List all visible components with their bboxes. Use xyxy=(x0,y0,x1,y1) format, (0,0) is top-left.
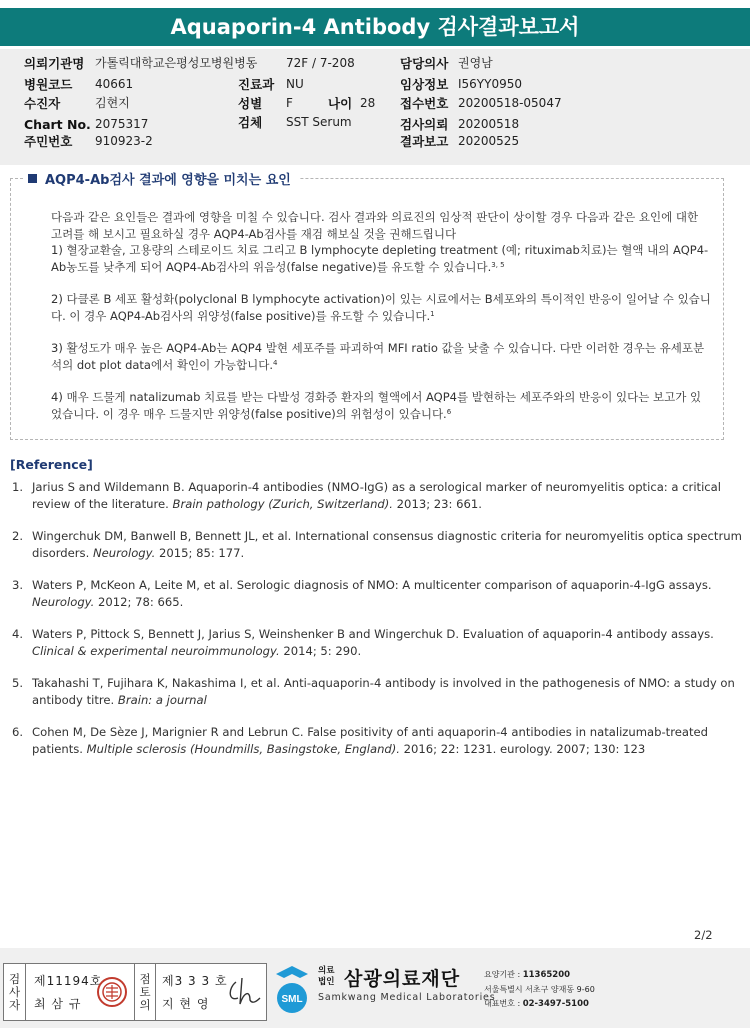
reviewer-license: 제3 3 3 호 xyxy=(162,974,228,988)
signature-box xyxy=(3,963,267,1021)
reference-item: 3. Waters P, McKeon A, Leite M, et al. Serologic diagnosis of NMO: A multicenter comparison of aquaporin-4-IgG assays. Neurology. 2012; 78: 665. xyxy=(12,578,712,609)
reviewer-name: 지 현 영 xyxy=(162,997,210,1011)
report-date-label: 결과보고 xyxy=(400,134,449,149)
factor-item-4: 4) 매우 드물게 natalizumab 치료를 받는 다발성 경화증 환자의 혈액에서 AQP4를 발현하는 세포주와의 반응이 있다는 보고가 있었습니다. 이 경우 매우 드물지만 위양성(false positive)의 위험성이 있습니다.$^6$ xyxy=(51,390,702,421)
factors-title: AQP4-Ab검사 결과에 영향을 미치는 요인 xyxy=(24,172,299,190)
org-code: 요양기관 : 11365200 xyxy=(484,970,571,980)
patient-info xyxy=(0,49,750,165)
factor-item-1: 1) 혈장교환술, 고용량의 스테로이드 치료 그리고 B lymphocyte depleting treatment (예; rituximab치료)는 혈액 내의 AQP4-Ab농도를 낮추게 되어 AQP4-Ab검사의 위음성(false negative)를 유도할 수 있습니다.$^{3, 5}$ xyxy=(51,243,709,274)
department-value: NU xyxy=(286,77,304,91)
examiner-license: 제11194호 xyxy=(34,974,103,988)
specimen-value: SST Serum xyxy=(286,115,352,129)
reviewer-label: 점토의 xyxy=(134,964,156,1020)
org-name: 삼광의료재단 xyxy=(344,968,461,990)
institution-value: 가톨릭대학교은평성모병원병동 xyxy=(95,56,258,70)
department-label: 진료과 xyxy=(238,77,275,92)
ward-value: 72F / 7-208 xyxy=(286,56,355,70)
reference-list xyxy=(12,479,747,773)
specimen-label: 검체 xyxy=(238,115,263,130)
examiner-name: 최 삼 규 xyxy=(34,997,82,1011)
factor-item-3: 3) 활성도가 매우 높은 AQP4-Ab는 AQP4 발현 세포주를 파괴하여 MFI ratio 값을 낮출 수 있습니다. 다만 이러한 경우는 유세포분석의 dot plot data에서 확인이 가능합니다.$^4$ xyxy=(51,341,705,372)
factors-intro: 다음과 같은 요인들은 결과에 영향을 미칠 수 있습니다. 검사 결과와 의료진의 임상적 판단이 상이할 경우 다음과 같은 요인에 대한 고려를 해 보시고 필요하실 경우 AQP4-Ab검사를 재검 해보실 것을 권해드립니다 xyxy=(51,210,699,241)
hospital-code-value: 40661 xyxy=(95,77,134,91)
request-date-label: 검사의뢰 xyxy=(400,117,449,132)
square-bullet-icon xyxy=(28,174,37,183)
org-address: 서울특별시 서초구 양재동 9-60 xyxy=(484,985,595,994)
seal-stamp-icon xyxy=(96,976,128,1008)
reference-item: 6. Cohen M, De Sèze J, Marignier R and Lebrun C. False positivity of anti aquaporin-4 antibodies in natalizumab-treated patients. Multiple sclerosis (Houndmills, Basingstoke, England). 2016; 22: 1231. eurology. 2007; 130: 123 xyxy=(12,725,708,756)
factor-item-2: 2) 다클론 B 세포 활성화(polyclonal B lymphocyte activation)이 있는 시료에서는 B세포와의 특이적인 반응이 일어날 수 있습니다. 이 경우 AQP4-Ab검사의 위양성(false positive)를 유도할 수 있습니다.$^1$ xyxy=(51,292,711,323)
report-date-value: 20200525 xyxy=(458,134,520,148)
receipt-label: 접수번호 xyxy=(400,96,449,111)
factors-box xyxy=(10,178,724,440)
receipt-value: 20200518-05047 xyxy=(458,96,562,110)
reference-item: 2. Wingerchuk DM, Banwell B, Bennett JL, et al. International consensus diagnostic criteria for neuromyelitis optica spectrum disorders. Neurology. 2015; 85: 177. xyxy=(12,529,742,560)
signature-icon xyxy=(226,974,264,1010)
hospital-code-label: 병원코드 xyxy=(24,77,73,92)
examiner-label: 검사자 xyxy=(4,964,26,1020)
doctor-label: 담당의사 xyxy=(400,56,449,71)
age-label: 나이 xyxy=(328,96,353,111)
doctor-value: 권영남 xyxy=(458,56,493,70)
patient-label: 수진자 xyxy=(24,96,61,111)
chart-label: Chart No. xyxy=(24,117,91,132)
clinical-info-value: I56YY0950 xyxy=(458,77,523,91)
sex-value: F xyxy=(286,96,293,110)
sex-label: 성별 xyxy=(238,96,263,111)
chart-value: 2075317 xyxy=(95,117,149,131)
org-phone: 대표번호 : 02-3497-5100 xyxy=(484,999,589,1009)
reference-item: 4. Waters P, Pittock S, Bennett J, Jarius S, Weinshenker B and Wingerchuk D. Evaluation of aquaporin-4 antibody assays. Clinical & experimental neuroimmunology. 2014; 5: 290. xyxy=(12,627,714,658)
resident-label: 주민번호 xyxy=(24,134,73,149)
reference-item: 1. Jarius S and Wildemann B. Aquaporin-4 antibodies (NMO-IgG) as a serological marker of neuromyelitis optica: a critical review of the literature. Brain pathology (Zurich, Switzerland). 2013; 23: 661. xyxy=(12,480,722,511)
reference-title: [Reference] xyxy=(10,457,93,472)
page-number: 2/2 xyxy=(694,928,713,942)
org-english-name: Samkwang Medical Laboratories xyxy=(318,992,496,1003)
patient-value: 김현지 xyxy=(95,96,130,110)
institution-label: 의뢰기관명 xyxy=(24,56,85,71)
org-prefix: 의료 법인 xyxy=(318,966,335,987)
svg-text:SML: SML xyxy=(281,994,303,1005)
clinical-info-label: 임상정보 xyxy=(400,77,449,92)
resident-value: 910923-2 xyxy=(95,134,153,148)
report-title: Aquaporin-4 Antibody 검사결과보고서 xyxy=(0,8,750,46)
request-date-value: 20200518 xyxy=(458,117,520,131)
sml-logo-icon xyxy=(272,964,312,1020)
age-value: 28 xyxy=(360,96,376,110)
reference-item: 5. Takahashi T, Fujihara K, Nakashima I, et al. Anti-aquaporin-4 antibody is involved in the pathogenesis of NMO: a study on antibody titre. Brain: a journal xyxy=(12,676,735,707)
factors-body xyxy=(51,209,711,422)
